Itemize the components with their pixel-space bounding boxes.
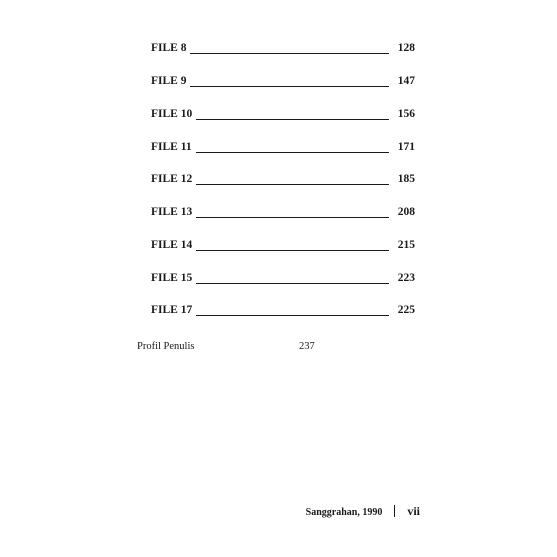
toc-entry-page: 185	[397, 173, 415, 185]
toc-leader-line	[196, 152, 389, 153]
toc-entry-file-13	[151, 204, 415, 220]
toc-leader-line	[196, 283, 389, 284]
toc-entry-page: 215	[397, 239, 415, 251]
toc-entry-label: FILE 15	[151, 272, 193, 284]
toc-entry-file-17	[151, 302, 415, 318]
toc-entry-file-15	[151, 270, 415, 286]
toc-entry-label: FILE 8	[151, 42, 187, 54]
footer-separator	[394, 505, 395, 517]
toc-entry-file-12	[151, 171, 415, 187]
toc-leader-line	[196, 315, 389, 316]
toc-entry-label: Profil Penulis	[137, 341, 195, 352]
toc-leader-line	[196, 119, 389, 120]
toc-entry-page: 223	[397, 272, 415, 284]
toc-entry-page: 208	[397, 206, 415, 218]
toc-entry-page: 128	[397, 42, 415, 54]
toc-entry-page: 147	[397, 75, 415, 87]
toc-entry-label: FILE 14	[151, 239, 193, 251]
toc-entry-file-9	[151, 73, 415, 89]
page-number: vii	[407, 504, 420, 518]
toc-entry-file-8	[151, 40, 415, 56]
toc-entry-label: FILE 11	[151, 141, 192, 153]
toc-entry-label: FILE 9	[151, 75, 187, 87]
toc-entry-file-14	[151, 237, 415, 253]
toc-entry-file-11	[151, 139, 415, 155]
toc-entry-page: 237	[299, 341, 315, 352]
page-footer	[306, 503, 420, 519]
toc-leader-line	[190, 86, 389, 87]
toc-entry-label: FILE 13	[151, 206, 193, 218]
toc-entry-file-10	[151, 106, 415, 122]
toc-entry-label: FILE 10	[151, 108, 193, 120]
toc-entry-label: FILE 12	[151, 173, 193, 185]
toc-entry-page: 156	[397, 108, 415, 120]
toc-leader-line	[196, 250, 389, 251]
footer-text: Sanggrahan, 1990	[305, 507, 383, 518]
toc-entry-profil-penulis	[137, 339, 337, 355]
toc-entry-page: 225	[397, 304, 415, 316]
toc-leader-line	[196, 184, 389, 185]
toc-leader-line	[196, 217, 389, 218]
toc-leader-line	[190, 53, 389, 54]
toc-entry-label: FILE 17	[151, 304, 193, 316]
toc-entry-page: 171	[397, 141, 415, 153]
